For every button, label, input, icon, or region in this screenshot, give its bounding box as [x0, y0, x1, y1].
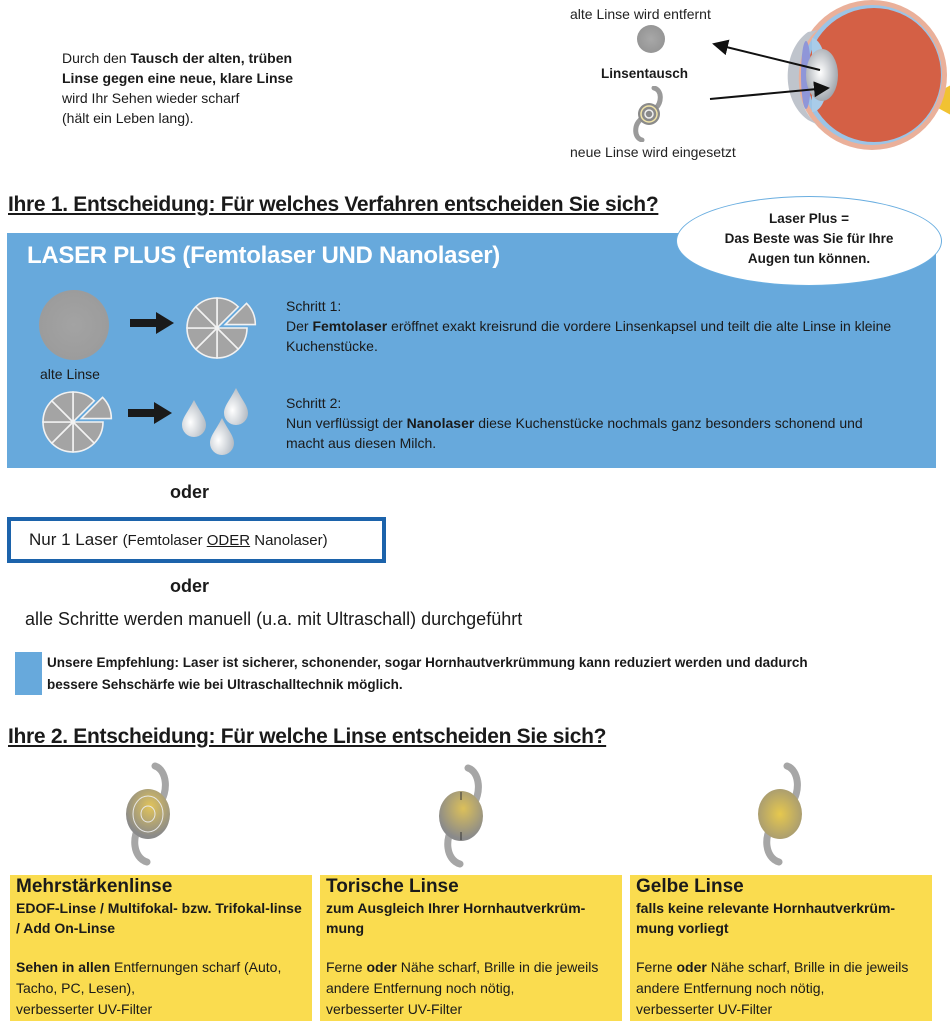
step-1-text: [286, 296, 896, 356]
liquid-drops-icon: [180, 388, 255, 460]
arrow-right-icon: [128, 402, 172, 424]
lens-desc-last: verbesserter UV-Filter: [326, 1001, 463, 1017]
lens-desc-bold: Sehen in allen: [16, 959, 111, 975]
lens-desc-bold: oder: [366, 959, 397, 975]
old-lens-caption: alte Linse: [40, 366, 100, 382]
lens-card-toric[interactable]: [320, 875, 622, 1021]
lens-title: Gelbe Linse: [636, 876, 744, 897]
lens-desc-rest: Nähe scharf, Brille in die jeweils andere Entfernung noch nötig,: [636, 959, 909, 996]
intro-bold-2: Linse gegen eine neue, klare Linse: [62, 70, 294, 86]
multifocal-lens-icon: [115, 762, 185, 866]
lens-description: [16, 957, 306, 1020]
step-2-post: diese Kuchenstücke nochmals ganz besonders schonend und macht aus diesen Milch.: [286, 415, 863, 451]
new-lens-inserted-label: neue Linse wird eingesetzt: [570, 144, 736, 160]
single-laser-paren-open: (Femtolaser: [122, 532, 207, 549]
step-1-pre: Der: [286, 318, 313, 334]
toric-lens-icon: [428, 764, 498, 868]
lens-desc-rest: Entfernungen scharf (Auto, Tacho, PC, Lesen),: [16, 959, 282, 996]
recommendation-marker: [15, 652, 42, 695]
lens-description: [636, 957, 926, 1020]
single-laser-box: [7, 517, 386, 563]
or-label-1: oder: [170, 482, 210, 502]
eye-lens: [806, 49, 838, 101]
lens-title: Torische Linse: [326, 876, 459, 897]
recommendation-line-1: Unsere Empfehlung: Laser ist sicherer, schonender, sogar Hornhautverkrümmung kann reduziert werden und dadurch: [47, 655, 808, 670]
laser-plus-title: LASER PLUS (Femtolaser UND Nanolaser): [27, 242, 501, 269]
lens-title: Mehrstärkenlinse: [16, 876, 173, 897]
step-1-label: Schritt 1:: [286, 298, 342, 314]
step-2-label: Schritt 2:: [286, 395, 342, 411]
lens-desc-pre: Ferne: [636, 959, 677, 975]
sliced-lens-icon: [183, 292, 263, 362]
single-laser-main: Nur 1 Laser: [29, 530, 118, 549]
intro-prefix: Durch den: [62, 50, 131, 66]
step-2-text: [286, 393, 896, 453]
single-laser-oder: ODER: [206, 532, 251, 549]
intro-line-4: (hält ein Leben lang).: [62, 110, 194, 126]
step-2-pre: Nun verflüssigt der: [286, 415, 407, 431]
bubble-line-2: Das Beste was Sie für Ihre: [724, 231, 894, 246]
manual-option: alle Schritte werden manuell (u.a. mit Ultraschall) durchgeführt: [25, 609, 523, 629]
bubble-line-1: Laser Plus =: [769, 211, 849, 226]
recommendation-text: [47, 652, 947, 696]
lens-desc-rest: Nähe scharf, Brille in die jeweils andere Entfernung noch nötig,: [326, 959, 599, 996]
decision-1-heading: Ihre 1. Entscheidung: Für welches Verfahren entscheiden Sie sich?: [8, 193, 659, 216]
step-2-bold: Nanolaser: [406, 415, 475, 431]
lens-desc-last: verbesserter UV-Filter: [636, 1001, 773, 1017]
lens-desc-last: verbesserter UV-Filter: [16, 1001, 153, 1017]
whole-lens-icon: [39, 290, 109, 360]
bubble-line-3: Augen tun können.: [747, 251, 871, 266]
or-label-2: oder: [170, 576, 210, 596]
lens-description: [326, 957, 616, 1020]
arrow-right-icon: [130, 312, 174, 334]
lens-card-multifocal[interactable]: [10, 875, 312, 1021]
old-lens-removed-label: alte Linse wird entfernt: [570, 6, 711, 22]
recommendation-line-2: bessere Sehschärfe wie bei Ultraschalltechnik möglich.: [47, 677, 403, 692]
lens-card-yellow[interactable]: [630, 875, 932, 1021]
lens-subtitle: zum Ausgleich Ihrer Hornhautverkrüm-mung: [326, 900, 586, 936]
lens-subtitle: EDOF-Linse / Multifokal- bzw. Trifokal-linse / Add On-Linse: [16, 900, 302, 936]
lens-desc-bold: oder: [676, 959, 707, 975]
decision-2-heading: Ihre 2. Entscheidung: Für welche Linse entscheiden Sie sich?: [8, 725, 607, 748]
lens-desc-pre: Ferne: [326, 959, 367, 975]
old-lens-icon: [637, 25, 665, 53]
lens-subtitle: falls keine relevante Hornhautverkrüm-mung vorliegt: [636, 900, 896, 936]
new-lens-icon: [628, 86, 668, 142]
step-1-bold: Femtolaser: [312, 318, 388, 334]
yellow-lens-icon: [747, 762, 817, 866]
sliced-lens-icon-2: [39, 386, 119, 456]
single-laser-paren-close: Nanolaser): [250, 532, 328, 549]
intro-bold-1: Tausch der alten, trüben: [130, 50, 293, 66]
eye-diagram: [700, 0, 950, 160]
step-1-post: eröffnet exakt kreisrund die vordere Linsenkapsel und teilt die alte Linse in kleine Kuchenstücke.: [286, 318, 892, 354]
intro-text: [62, 48, 362, 128]
lens-exchange-label: Linsentausch: [601, 66, 689, 81]
laser-plus-bubble: [676, 196, 942, 286]
intro-line-3: wird Ihr Sehen wieder scharf: [62, 90, 240, 106]
